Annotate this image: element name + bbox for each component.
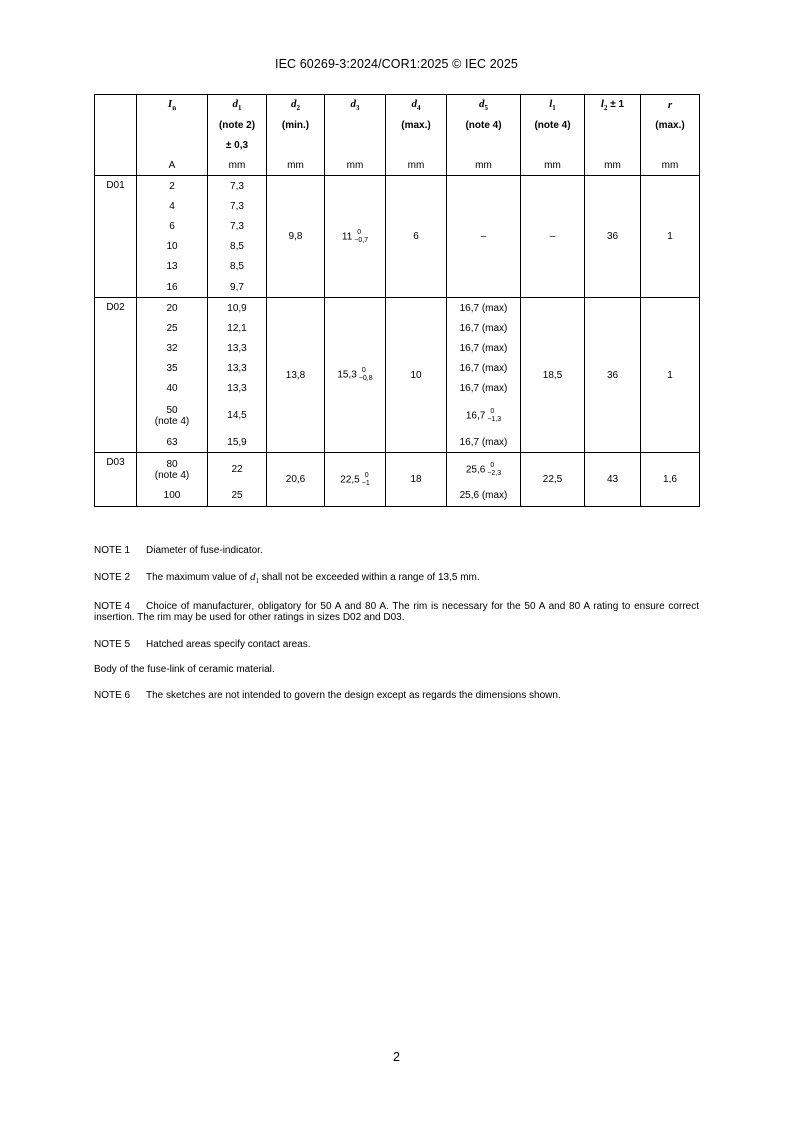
col-d2-header: $d_2$ (267, 95, 325, 116)
col-l2-header: $l_2 \pm 1$ (585, 95, 641, 116)
note-5: NOTE 5 Hatched areas specify contact areas. (94, 639, 311, 650)
table-row: 100 25 25,6 (max) (95, 486, 700, 507)
note-6: NOTE 6 The sketches are not intended to govern the design except as regards the dimensions shown. (94, 690, 561, 701)
table-row: 10 8,5 (95, 237, 700, 257)
d3-tolerance: 11 0 −0,7 (325, 176, 386, 298)
col-l1-header: $l_1$ (521, 95, 585, 116)
header-tolerance-row: ± 0,3 (95, 135, 700, 155)
table-row: 25 12,1 16,7 (max) (95, 318, 700, 338)
d3-tolerance: 15,3 0 −0,8 (325, 298, 386, 453)
col-d3-header: $d_3$ (325, 95, 386, 116)
header-note-row: (note 2) (min.) (max.) (note 4) (note 4) (max.) (95, 115, 700, 135)
table-row: 16 9,7 (95, 277, 700, 298)
table-row: 40 13,3 16,7 (max) (95, 379, 700, 399)
page-header: IEC 60269-3:2024/COR1:2025 © IEC 2025 (275, 57, 518, 71)
size-label: D03 (95, 453, 137, 507)
body-material-text: Body of the fuse-link of ceramic material. (94, 664, 275, 675)
header-unit-row: A mm mm mm mm mm mm mm mm (95, 155, 700, 176)
col-d4-header: $d_4$ (386, 95, 447, 116)
col-r-header: r (641, 95, 700, 116)
note-4: NOTE 4 Choice of manufacturer, obligatory for 50 A and 80 A. The rim is necessary for the 50 A and 80 A rating to ensure correct insertion. The rim may be used for other ratings in sizes D02 and D03. (94, 601, 699, 623)
table-row: D01 2 7,3 9,8 11 0 −0,7 6 – – 36 1 (95, 176, 700, 197)
table-row: 63 15,9 16,7 (max) (95, 432, 700, 453)
size-label: D02 (95, 298, 137, 453)
table-row: 50 (note 4) 14,5 16,7 0 −1,3 (95, 399, 700, 432)
note-2: NOTE 2 The maximum value of $d_1$ shall not be exceeded within a range of 13,5 mm. (94, 571, 480, 586)
d5-tolerance: 25,6 0 −2,3 (447, 453, 521, 486)
dimensions-table (94, 94, 700, 507)
col-in-header: $I_n$ (137, 95, 208, 116)
table-row: D02 20 10,9 13,8 15,3 0 −0,8 10 16,7 (max) 18,5 36 1 (95, 298, 700, 319)
note-1: NOTE 1 Diameter of fuse-indicator. (94, 545, 263, 556)
d5-tolerance: 16,7 0 −1,3 (447, 399, 521, 432)
table-row: 6 7,3 (95, 216, 700, 236)
table-row: D03 80 (note 4) 22 20,6 22,5 0 −1 18 25,6 0 −2,3 22,5 43 1,6 (95, 453, 700, 486)
size-header-cell (95, 95, 137, 176)
header-symbol-row (95, 95, 700, 116)
page-number: 2 (393, 1050, 400, 1064)
size-label: D01 (95, 176, 137, 298)
col-d1-header: $d_1$ (208, 95, 267, 116)
table-row: 4 7,3 (95, 196, 700, 216)
table-row: 13 8,5 (95, 257, 700, 277)
table-row: 32 13,3 16,7 (max) (95, 339, 700, 359)
d3-tolerance: 22,5 0 −1 (325, 453, 386, 507)
col-d5-header: $d_5$ (447, 95, 521, 116)
table-row: 35 13,3 16,7 (max) (95, 359, 700, 379)
